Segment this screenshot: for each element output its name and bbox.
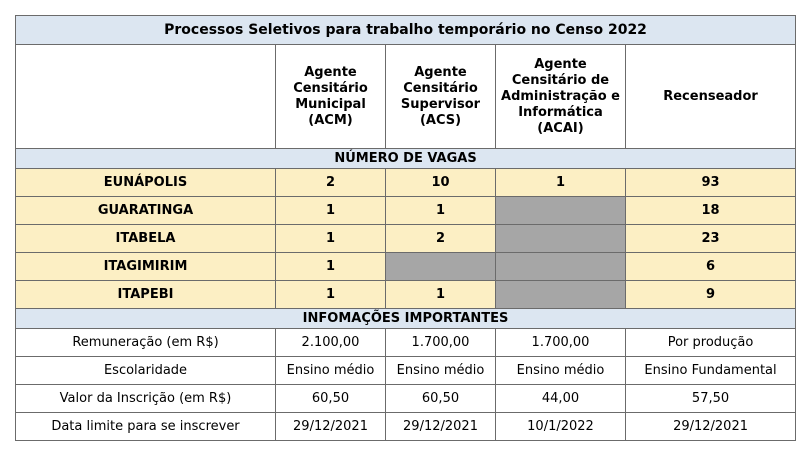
info-acm: 29/12/2021 xyxy=(276,413,386,441)
vagas-acs: 2 xyxy=(386,225,496,253)
vagas-row xyxy=(16,281,796,309)
vagas-acs: 10 xyxy=(386,169,496,197)
info-label: Data limite para se inscrever xyxy=(16,413,276,441)
info-row xyxy=(16,329,796,357)
census-table-container xyxy=(15,15,796,441)
vagas-row xyxy=(16,225,796,253)
info-row xyxy=(16,413,796,441)
info-recenseador: 57,50 xyxy=(626,385,796,413)
vagas-row xyxy=(16,197,796,225)
info-row xyxy=(16,357,796,385)
info-recenseador: Por produção xyxy=(626,329,796,357)
column-header-acm: Agente Censitário Municipal (ACM) xyxy=(276,45,386,149)
vagas-acm: 2 xyxy=(276,169,386,197)
vagas-acs: 1 xyxy=(386,197,496,225)
vagas-acs-not-available xyxy=(386,253,496,281)
info-label: Escolaridade xyxy=(16,357,276,385)
vagas-recenseador: 93 xyxy=(626,169,796,197)
section-row-vagas xyxy=(16,149,796,169)
info-acm: Ensino médio xyxy=(276,357,386,385)
column-header-row xyxy=(16,45,796,149)
info-acm: 60,50 xyxy=(276,385,386,413)
vagas-recenseador: 9 xyxy=(626,281,796,309)
vagas-acai: 1 xyxy=(496,169,626,197)
vagas-acm: 1 xyxy=(276,281,386,309)
census-jobs-table xyxy=(15,15,796,441)
city-name: ITABELA xyxy=(16,225,276,253)
info-acs: 60,50 xyxy=(386,385,496,413)
vagas-acm: 1 xyxy=(276,253,386,281)
info-acm: 2.100,00 xyxy=(276,329,386,357)
vagas-acm: 1 xyxy=(276,225,386,253)
city-name: EUNÁPOLIS xyxy=(16,169,276,197)
info-recenseador: Ensino Fundamental xyxy=(626,357,796,385)
section-title-vagas: NÚMERO DE VAGAS xyxy=(16,149,796,169)
vagas-recenseador: 6 xyxy=(626,253,796,281)
column-header-acai: Agente Censitário de Administração e Informática (ACAI) xyxy=(496,45,626,149)
info-label: Valor da Inscrição (em R$) xyxy=(16,385,276,413)
info-acs: 29/12/2021 xyxy=(386,413,496,441)
info-acai: 10/1/2022 xyxy=(496,413,626,441)
empty-header-cell xyxy=(16,45,276,149)
info-acai: Ensino médio xyxy=(496,357,626,385)
info-acs: Ensino médio xyxy=(386,357,496,385)
city-name: ITAPEBI xyxy=(16,281,276,309)
section-row-info xyxy=(16,309,796,329)
vagas-acai-not-available xyxy=(496,253,626,281)
vagas-acm: 1 xyxy=(276,197,386,225)
vagas-acai-not-available xyxy=(496,281,626,309)
vagas-recenseador: 23 xyxy=(626,225,796,253)
vagas-recenseador: 18 xyxy=(626,197,796,225)
table-title: Processos Seletivos para trabalho temporário no Censo 2022 xyxy=(16,16,796,45)
city-name: GUARATINGA xyxy=(16,197,276,225)
info-recenseador: 29/12/2021 xyxy=(626,413,796,441)
column-header-recenseador: Recenseador xyxy=(626,45,796,149)
info-acai: 1.700,00 xyxy=(496,329,626,357)
section-title-info: INFOMAÇÕES IMPORTANTES xyxy=(16,309,796,329)
vagas-row xyxy=(16,169,796,197)
vagas-row xyxy=(16,253,796,281)
info-label: Remuneração (em R$) xyxy=(16,329,276,357)
vagas-acai-not-available xyxy=(496,197,626,225)
info-acai: 44,00 xyxy=(496,385,626,413)
info-acs: 1.700,00 xyxy=(386,329,496,357)
column-header-acs: Agente Censitário Supervisor (ACS) xyxy=(386,45,496,149)
info-row xyxy=(16,385,796,413)
title-row xyxy=(16,16,796,45)
city-name: ITAGIMIRIM xyxy=(16,253,276,281)
vagas-acs: 1 xyxy=(386,281,496,309)
vagas-acai-not-available xyxy=(496,225,626,253)
